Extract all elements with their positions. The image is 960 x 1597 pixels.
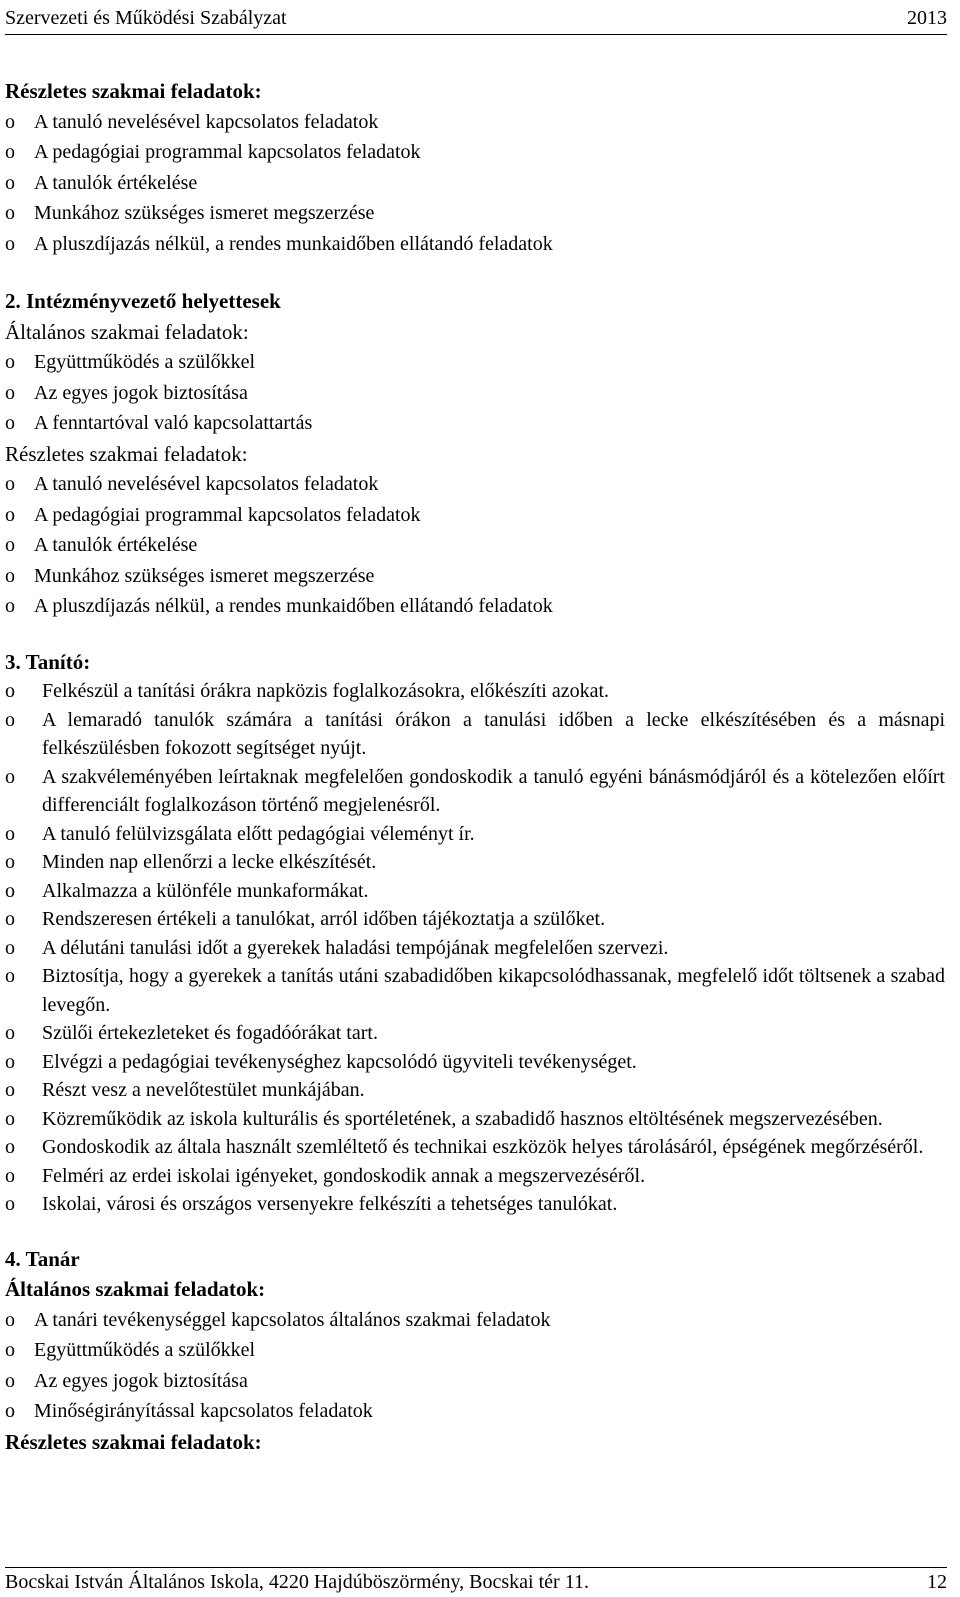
list-item: o Közreműködik az iskola kulturális és sportéletének, a szabadidő hasznos eltöltésének megszervezésében. [5,1107,883,1130]
list-item: o Részt vesz a nevelőtestület munkájában. [5,1079,365,1101]
section1-detail-list [5,107,945,260]
list-item: o Felkészül a tanítási órákra napközis foglalkozásokra, előkészíti azokat. [5,680,610,702]
section4-general-heading: Általános szakmai feladatok: [5,1277,266,1301]
list-item: o A délutáni tanulási időt a gyerekek haladási tempójának megfelelően szervezi. [5,936,669,959]
list-item: o Minőségirányítással kapcsolatos feladatok [5,1400,373,1422]
list-item: o Munkához szükséges ismeret megszerzése [5,564,375,587]
list-item: o Az egyes jogok biztosítása [5,1369,248,1392]
list-item: o Minden nap ellenőrzi a lecke elkészítését. [5,851,377,873]
list-item: o A pluszdíjazás nélkül, a rendes munkaidőben ellátandó feladatok [5,232,553,255]
section2-detail-list [5,469,945,622]
list-item: o Alkalmazza a különféle munkaformákat. [5,879,369,902]
list-item: o Felméri az erdei iskolai igényeket, gondoskodik annak a megszervezéséről. [5,1164,646,1187]
section2-title: 2. Intézményvezető helyettesek [5,289,281,313]
list-item: o Rendszeresen értékeli a tanulókat, arról időben tájékoztatja a szülőket. [5,908,606,930]
list-item: o A tanulók értékelése [5,171,198,194]
list-item: o A tanulók értékelése [5,534,198,556]
header-year: 2013 [907,6,947,29]
section2-general-list [5,347,945,439]
page-footer [5,1567,947,1594]
section1-detail-heading: Részletes szakmai feladatok: [5,79,262,103]
list-item: o A tanuló felülvizsgálata előtt pedagógiai véleményt ír. [5,822,475,845]
list-item: o A tanári tevékenységgel kapcsolatos általános szakmai feladatok [5,1308,551,1331]
section4-general-list [5,1305,945,1427]
list-item: o Együttműködés a szülőkkel [5,1339,256,1361]
list-item: o A szakvéleményében leírtaknak megfelelően gondoskodik a tanuló egyéni bánásmódjáról és a kötelezően előírt differenciált foglalkozáson történő megjelenésről. [5,765,945,816]
header-title: Szervezeti és Működési Szabályzat [5,6,287,29]
list-item: o A fenntartóval való kapcsolattartás [5,412,313,434]
list-item: o Gondoskodik az általa használt szemléltető és technikai eszközök helyes tárolásáról, épségének megőrzéséről. [5,1136,924,1158]
list-item: o Az egyes jogok biztosítása [5,381,248,404]
footer-address: Bocskai István Általános Iskola, 4220 Hajdúböszörmény, Bocskai tér 11. [5,1571,589,1593]
list-item: o A pedagógiai programmal kapcsolatos feladatok [5,503,421,526]
section4-title: 4. Tanár [5,1246,80,1271]
section2-general-heading: Általános szakmai feladatok: [5,319,249,344]
list-item: o A tanuló nevelésével kapcsolatos feladatok [5,473,379,495]
section4-detail-heading: Részletes szakmai feladatok: [5,1429,262,1454]
page-content [5,76,945,1457]
list-item: o A pedagógiai programmal kapcsolatos feladatok [5,141,421,163]
section2-detail-heading: Részletes szakmai feladatok: [5,441,248,466]
list-item: o Szülői értekezleteket és fogadóórákat tart. [5,1022,378,1044]
list-item: o A tanuló nevelésével kapcsolatos feladatok [5,110,379,133]
section3-list [5,677,945,1219]
list-item: o Együttműködés a szülőkkel [5,351,256,373]
page-header [5,2,947,35]
list-item: o A pluszdíjazás nélkül, a rendes munkaidőben ellátandó feladatok [5,595,553,617]
page-number: 12 [927,1571,947,1593]
list-item: o Munkához szükséges ismeret megszerzése [5,202,375,224]
section3-title: 3. Tanító: [5,649,91,674]
list-item: o Iskolai, városi és országos versenyekre felkészíti a tehetséges tanulókat. [5,1193,618,1215]
list-item: o A lemaradó tanulók számára a tanítási órákon a tanulási időben a lecke elkészítésében és a másnapi felkészülésben fokozott segítséget nyújt. [5,708,945,759]
list-item: o Elvégzi a pedagógiai tevékenységhez kapcsolódó ügyviteli tevékenységet. [5,1050,637,1073]
list-item: o Biztosítja, hogy a gyerekek a tanítás utáni szabadidőben kikapcsolódhassanak, megfelelő időt töltsenek a szabad levegőn. [5,965,945,1016]
